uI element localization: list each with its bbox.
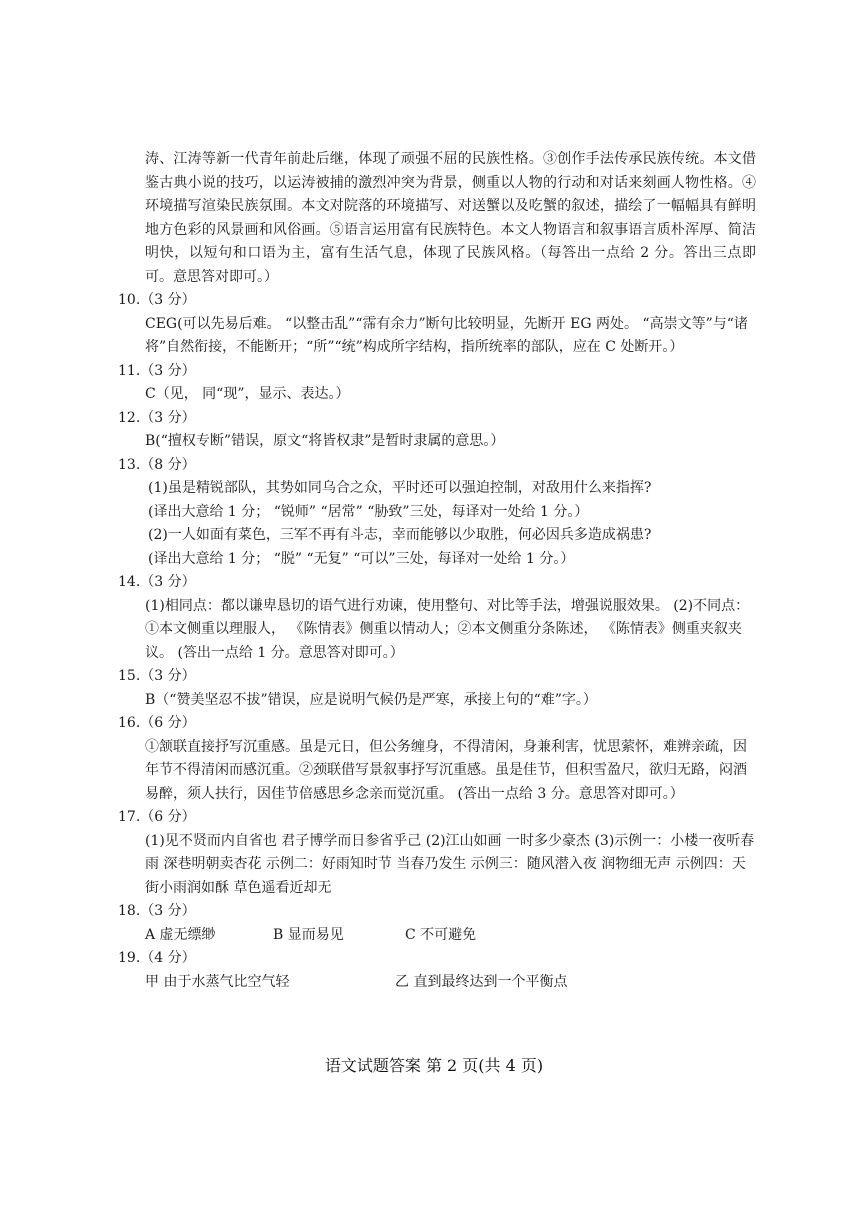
q13-number: 13.（8 分） <box>118 456 196 473</box>
q11-number: 11.（3 分） <box>118 362 196 379</box>
q10-number: 10.（3 分） <box>118 292 196 308</box>
q19-yi: 乙 直到最终达到一个平衡点 <box>395 973 568 990</box>
q15-answer: B（“赞美坚忍不拔”错误，应是说明气候仍是严寒，承接上句的“难”字。） <box>145 691 597 708</box>
q19-answer-row <box>116 971 756 995</box>
q19-jia: 甲 由于水蒸气比空气轻 <box>145 973 290 990</box>
q17-answer: (1)见不贤而内自省也 君子博学而日参省乎己 (2)江山如画 一时多少豪杰 (3)示例一：小楼一夜听春雨 深巷明朝卖杏花 示例二：好雨知时节 当春乃发生 示例三：随风潜入夜 润物细无声 示例四：天街小雨润如酥 草色遥看近却无 <box>145 832 755 896</box>
q18-option-c: C 不可避免 <box>405 926 477 943</box>
q13-line-4: (译出大意给 1 分； “脱” “无复” “可以”三处，每译对一处给 1 分。） <box>148 550 575 567</box>
q10-answer: CEG(可以先易后难。 “以整击乱”“霈有余力”断句比较明显，先断开 EG 两处。 “高崇文等”与“诸将”自然衔接，不能断开；“所”“统”构成所字结构，指所统率的部队，应在 C 处断开。） <box>145 315 748 355</box>
q18-option-b: B 显而易见 <box>273 926 344 943</box>
q12-number: 12.（3 分） <box>118 409 196 426</box>
q15-number: 15.（3 分） <box>118 668 196 684</box>
q18-number: 18.（3 分） <box>118 903 196 919</box>
answer-content <box>116 148 756 994</box>
q19-number: 19.（4 分） <box>118 950 196 966</box>
q18-answer-row <box>116 924 756 948</box>
q16-answer: ①颔联直接抒写沉重感。虽是元日，但公务缠身，不得清闲，身兼利害，忧思萦怀，难辨亲疏，因年节不得清闲而感沉重。②颈联借写景叙事抒写沉重感。虽是佳节，但积雪盈尺，欲归无路，闷酒易醉，须人扶行，因佳节倍感思乡念亲而觉沉重。 (答出一点给 3 分。意思答对即可。） <box>145 738 747 802</box>
q13-line-1: (1)虽是精锐部队，其势如同乌合之众，平时还可以强迫控制，对敌用什么来指挥? <box>148 480 652 496</box>
q14-answer: (1)相同点：都以谦卑恳切的语气进行劝谏，使用整句、对比等手法，增强说服效果。 (2)不同点：①本文侧重以理服人， 《陈情表》侧重以情动人；②本文侧重分条陈述， 《陈情表》侧重夹叙夹议。 (答出一点给 1 分。意思答对即可。） <box>145 597 750 661</box>
q17-number: 17.（6 分） <box>118 809 196 825</box>
q9-continuation: 涛、江涛等新一代青年前赴后继，体现了顽强不屈的民族性格。③创作手法传承民族传统。本文借鉴古典小说的技巧，以运涛被捕的激烈冲突为背景，侧重以人物的行动和对话来刻画人物性格。④环境描写渲染民族氛围。本文对院落的环境描写、对送蟹以及吃蟹的叙述，描绘了一幅幅具有鲜明地方色彩的风景画和风俗画。⑤语言运用富有民族特色。本文人物语言和叙事语言质朴浑厚、简洁明快，以短句和口语为主，富有生活气息，体现了民族风格。（每答出一点给 2 分。答出三点即可。意思答对即可。） <box>145 151 756 285</box>
q18-option-a: A 虚无缥缈 <box>145 926 216 943</box>
q16-number: 16.（6 分） <box>118 715 196 731</box>
q13-line-3: (2)一人如面有菜色，三军不再有斗志，幸而能够以少取胜，何必因兵多造成祸患? <box>148 527 652 543</box>
q14-number: 14.（3 分） <box>118 574 196 590</box>
q12-answer: B(“擅权专断”错误，原文“将皆权隶”是暂时隶属的意思。） <box>145 433 505 449</box>
q11-answer: C（见， 同“现”，显示、表达。） <box>145 386 350 402</box>
page-footer: 语文试题答案 第 2 页(共 4 页) <box>324 1056 544 1075</box>
q13-line-2: (译出大意给 1 分； “锐师” “居常” “胁致”三处，每译对一处给 1 分。） <box>148 503 589 520</box>
